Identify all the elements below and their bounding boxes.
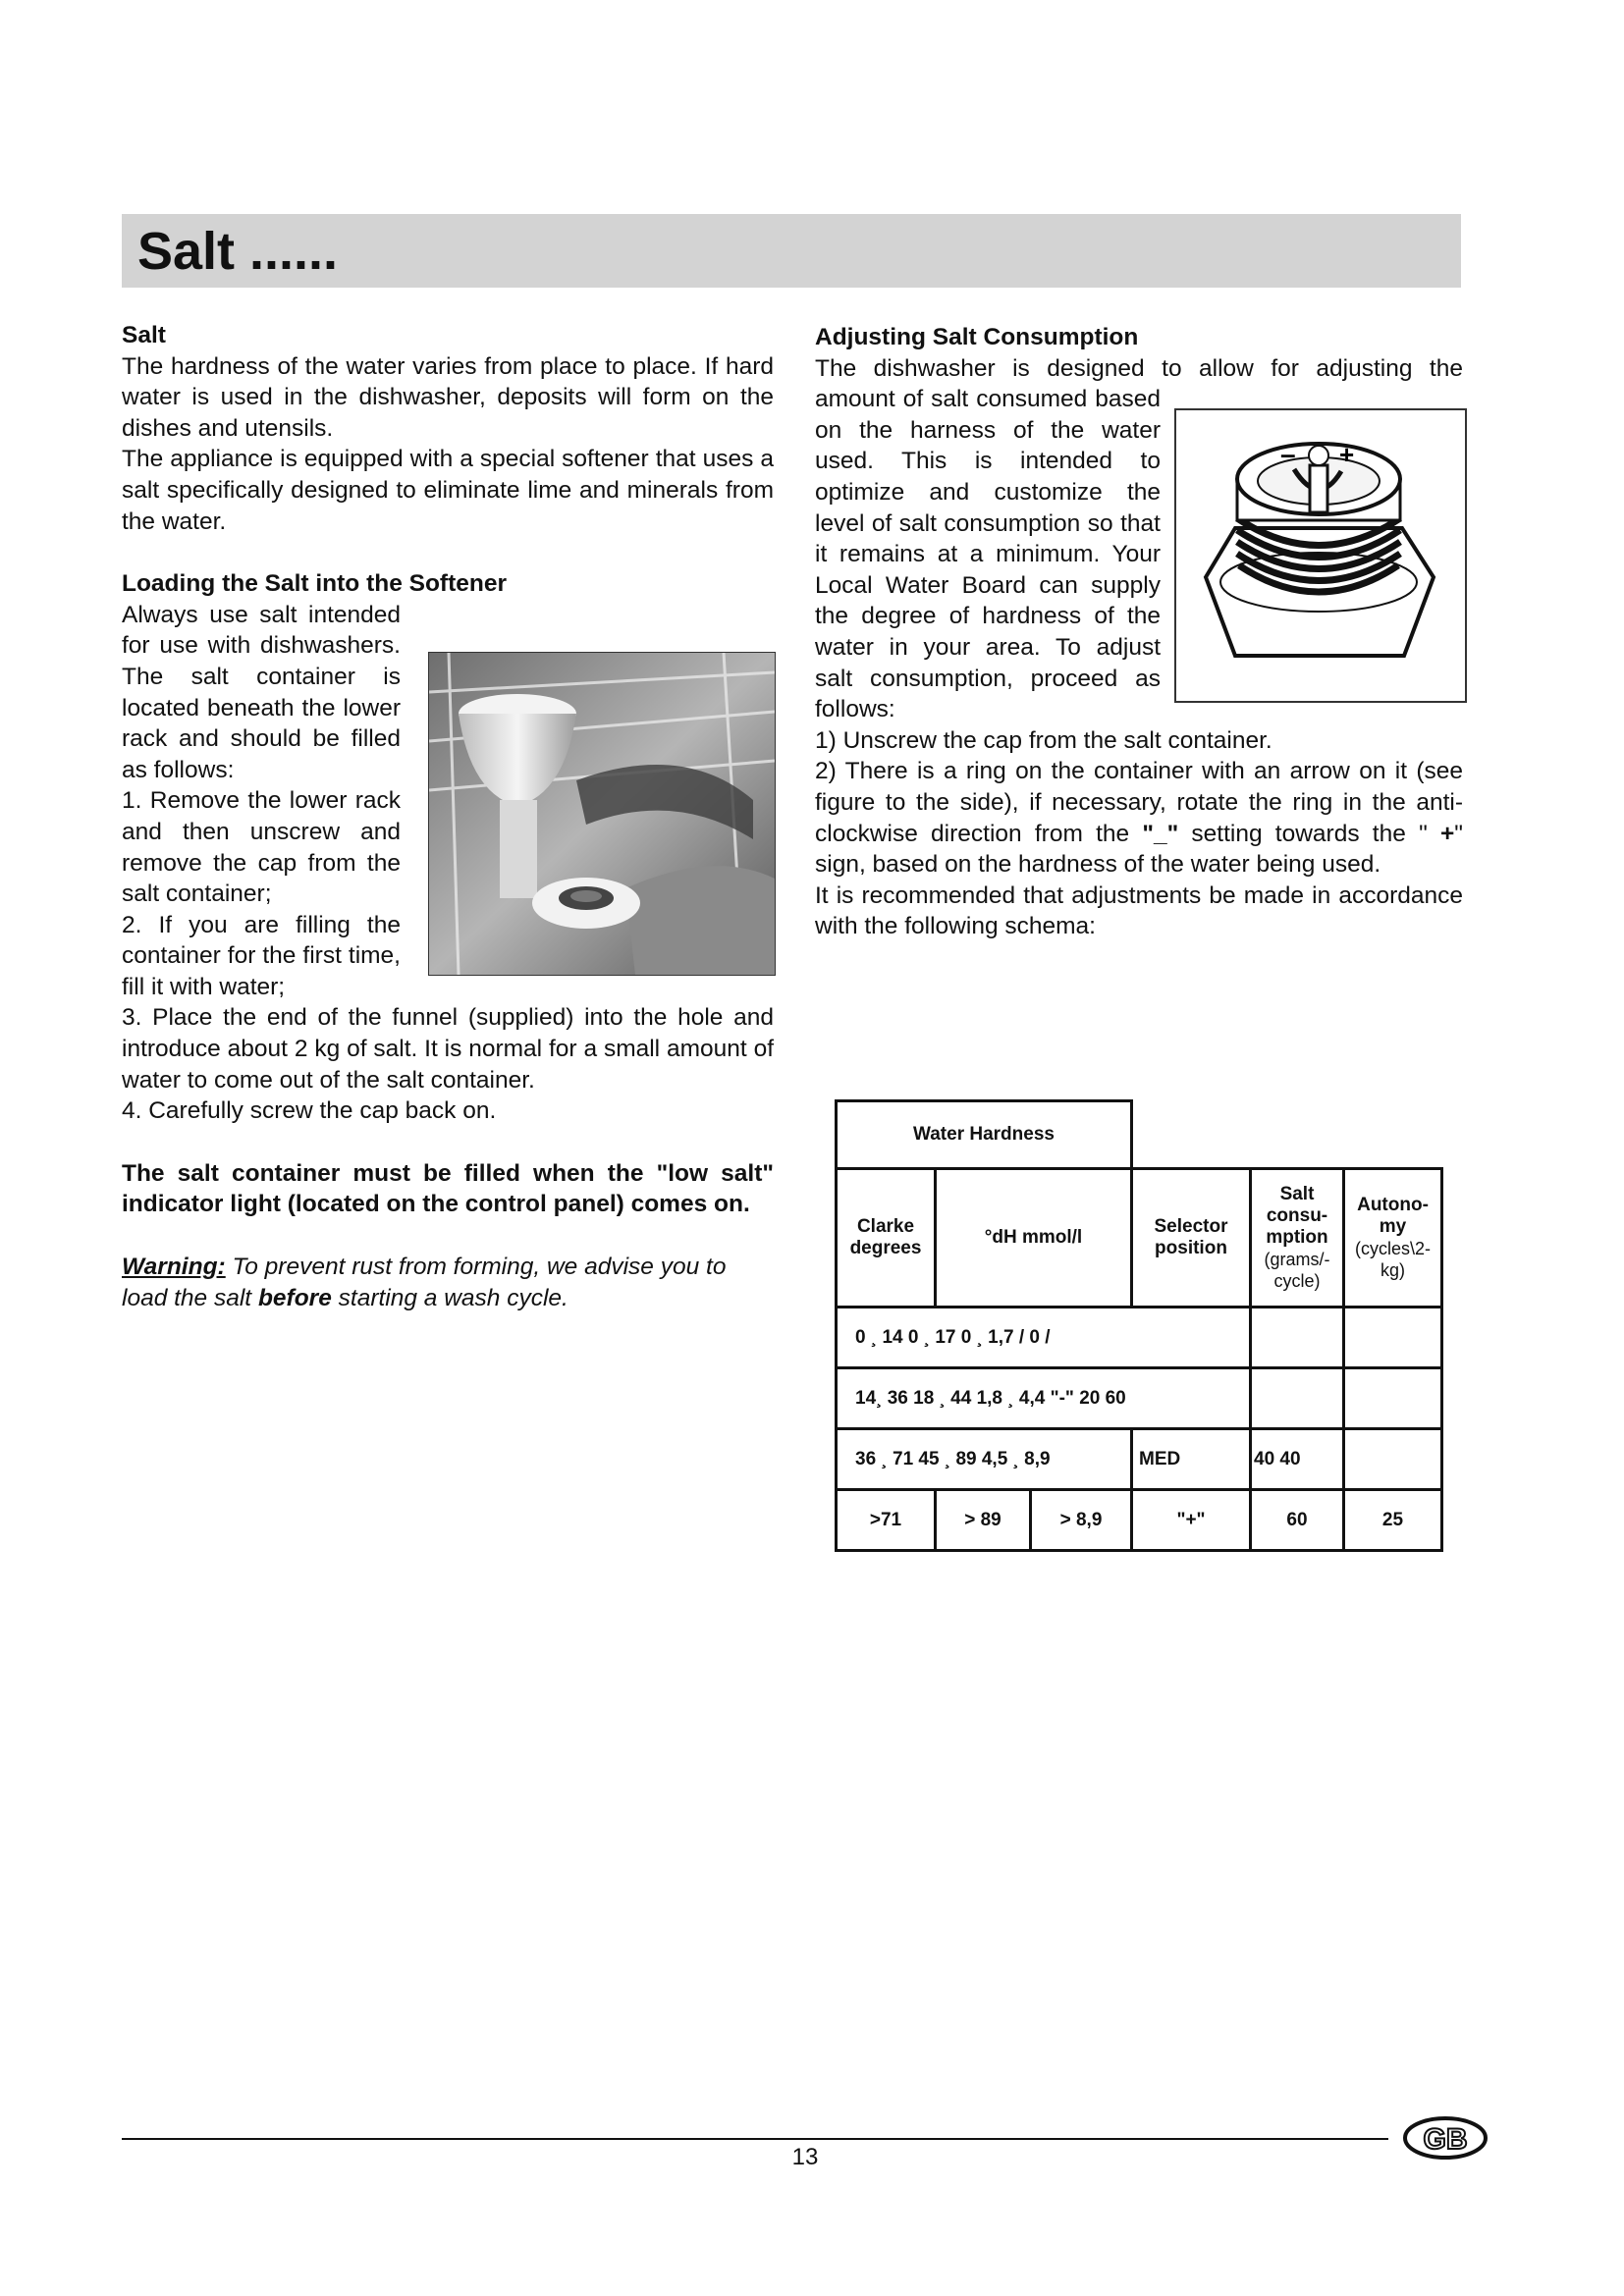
table-header-clarke: Clarke degrees xyxy=(835,1167,937,1308)
regulator-diagram xyxy=(1174,408,1467,703)
adjust-step-2 xyxy=(815,756,1463,880)
diagram-minus-sign: – xyxy=(1280,439,1296,469)
table-header-salt-label: Salt consu-mption xyxy=(1266,1184,1328,1248)
salt-paragraph-2: The appliance is equipped with a special softener that uses a salt specifically designed to eliminate lime and minerals from the water. xyxy=(122,446,774,535)
adjust-step-2-minus: "_" xyxy=(1142,820,1179,847)
table-row-2-autonomy xyxy=(1342,1366,1443,1430)
warning-text-2: starting a wash cycle. xyxy=(331,1284,568,1311)
table-row-3-hardness: 36 ¸ 71 45 ¸ 89 4,5 ¸ 8,9 xyxy=(835,1427,1133,1491)
adjust-heading: Adjusting Salt Consumption xyxy=(815,324,1139,350)
adjust-step-1: 1) Unscrew the cap from the salt container. xyxy=(815,726,1272,754)
loading-step-3: 3. Place the end of the funnel (supplied) into the hole and introduce about 2 kg of salt. It is normal for a small amount of water to come out of the salt container. xyxy=(122,1004,774,1094)
table-row-1-salt xyxy=(1249,1306,1345,1369)
salt-heading: Salt xyxy=(122,322,166,348)
loading-step-1: 1. Remove the lower rack and then unscrew and remove the cap from the salt container; xyxy=(122,787,401,908)
gb-country-badge xyxy=(1402,2114,1489,2162)
table-header-autonomy-unit: (cycles\2-kg) xyxy=(1354,1239,1431,1280)
table-row-4-salt: 60 xyxy=(1249,1488,1345,1552)
adjust-step-2-text-b: setting towards the " xyxy=(1178,820,1440,847)
table-group-header: Water Hardness xyxy=(835,1099,1133,1170)
salt-container-illustration xyxy=(429,653,775,975)
table-header-dh-mmol: °dH mmol/l xyxy=(934,1167,1133,1308)
gb-badge-icon xyxy=(1402,2114,1489,2162)
footer-divider xyxy=(122,2138,1388,2140)
adjust-step-2-text-c: " sign, based on the hardness of the water being used. xyxy=(815,820,1463,879)
table-row-4-mmol: > 8,9 xyxy=(1029,1488,1133,1552)
section-header-bar xyxy=(122,214,1461,288)
table-row-2-salt xyxy=(1249,1366,1345,1430)
adjust-paragraph: amount of salt consumed based on the harness of the water used. This is intended to optimize and customize the level of salt consumption so that it remains at a minimum. Your Local Water Board can supply the degree of hardness of the water in your area. To adjust salt consumption, proceed as follows: xyxy=(815,386,1161,723)
adjust-step-2-plus: + xyxy=(1439,820,1455,847)
warning-paragraph xyxy=(122,1252,774,1313)
adjust-line-1: The dishwasher is designed to allow for adjusting the xyxy=(815,354,1463,382)
adjust-step-2-text-a: 2) There is a ring on the container with an arrow on it (see figure to the side), if necessary, rotate the ring in the anti-clockwise direction from the xyxy=(815,758,1463,847)
gb-badge-text: GB xyxy=(1423,2123,1468,2156)
table-header-autonomy-label: Autono-my xyxy=(1357,1195,1429,1237)
page-title: Salt ...... xyxy=(137,222,339,281)
regulator-ring-illustration xyxy=(1176,410,1461,697)
table-row-2-values: 14¸ 36 18 ¸ 44 1,8 ¸ 4,4 "-" 20 60 xyxy=(835,1366,1252,1430)
table-header-salt xyxy=(1249,1167,1345,1308)
page-number: 13 xyxy=(791,2144,819,2170)
warning-bold: before xyxy=(257,1284,332,1311)
table-header-selector: Selector position xyxy=(1130,1167,1252,1308)
table-header-salt-unit: (grams/-cycle) xyxy=(1264,1250,1330,1291)
table-row-3-selector: MED xyxy=(1130,1427,1252,1491)
table-row-4-clarke: >71 xyxy=(835,1488,937,1552)
table-row-4-selector: "+" xyxy=(1130,1488,1252,1552)
table-row-3-salt-autonomy: 40 40 xyxy=(1249,1427,1345,1491)
salt-container-photo xyxy=(428,652,776,976)
loading-heading: Loading the Salt into the Softener xyxy=(122,570,507,598)
loading-intro: Always use salt intended for use with dishwashers. The salt container is located beneath the lower rack and should be filled as follows: xyxy=(122,601,401,783)
table-header-autonomy xyxy=(1342,1167,1443,1308)
adjust-recommendation: It is recommended that adjustments be made in accordance with the following schema: xyxy=(815,881,1463,940)
warning-label: Warning: xyxy=(122,1254,226,1281)
table-row-4-dh: > 89 xyxy=(934,1488,1032,1552)
table-row-4-autonomy: 25 xyxy=(1342,1488,1443,1552)
loading-step-4: 4. Carefully screw the cap back on. xyxy=(122,1097,497,1125)
diagram-plus-sign: + xyxy=(1339,440,1355,469)
warning-text-1: To prevent rust from forming, we advise you to load the salt xyxy=(122,1254,727,1311)
low-salt-notice: The salt container must be filled when the "low salt" indicator light (located on the control panel) comes on. xyxy=(122,1159,774,1218)
table-row-1-autonomy xyxy=(1342,1306,1443,1369)
loading-step-2: 2. If you are filling the container for the first time, fill it with water; xyxy=(122,911,401,1000)
salt-paragraph-1: The hardness of the water varies from place to place. If hard water is used in the dishwasher, deposits will form on the dishes and utensils. xyxy=(122,352,774,442)
table-row-1-values: 0 ¸ 14 0 ¸ 17 0 ¸ 1,7 / 0 / xyxy=(835,1306,1252,1369)
table-row-3-autonomy xyxy=(1342,1427,1443,1491)
